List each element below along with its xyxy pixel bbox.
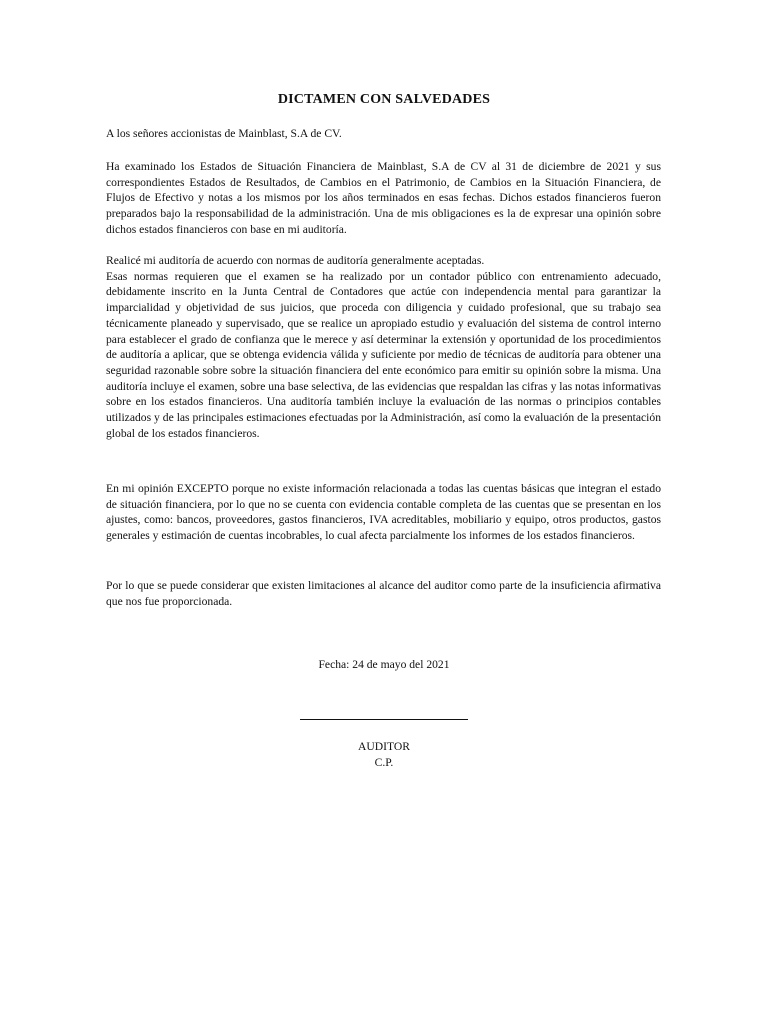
paragraph-standards-lead: Realicé mi auditoría de acuerdo con normas de auditoría generalmente aceptadas. [106, 254, 485, 267]
paragraph-standards-body: Esas normas requieren que el examen se ha realizado por un contador público con entrenamiento adecuado, debidamente inscrito en la Junta Central de Contadores que actúe con independencia mental para garantizar la imparcialidad y objetividad de sus juicios, que proceda con diligencia y cuidado profesional, que su trabajo sea técnicamente planeado y supervisado, que se realice un apropiado estudio y evaluación del sistema de control interno para establecer el grado de confianza que le merece y así determinar la extensión y oportunidad de los procedimientos de auditoría a aplicar, que se obtenga evidencia válida y suficiente por medio de técnicas de auditoría para obtener una seguridad razonable sobre sobre la situación financiera del ente económico para emitir su opinión sobre la misma. Una auditoría incluye el examen, sobre una base selectiva, de las evidencias que respaldan las cifras y las notas informativas sobre en los estados financieros. Una auditoría también incluye la evaluación de las normas o principios contables utilizados y de las principales estimaciones efectuadas por la Administración, así como la evaluación de la presentación global de los estados financieros. [106, 269, 662, 440]
salutation-text: A los señores accionistas de Mainblast, S.A de CV. [106, 127, 342, 140]
paragraph-limitations-text: Por lo que se puede considerar que existen limitaciones al alcance del auditor como parte de la insuficiencia afirmativa que nos fue proporcionada. [106, 579, 661, 608]
signer-role: AUDITOR [358, 740, 410, 753]
paragraph-scope [106, 159, 661, 238]
signer-title: C.P. [374, 755, 394, 769]
paragraph-limitations [106, 578, 661, 609]
document-date: Fecha: 24 de mayo del 2021 [318, 658, 450, 671]
signature-line [300, 719, 468, 720]
paragraph-opinion [106, 481, 661, 544]
paragraph-opinion-text: En mi opinión EXCEPTO porque no existe información relacionada a todas las cuentas básicas que integran el estado de situación financiera, por lo que no se cuenta con evidencia contable completa de las cuentas que se presentan en los ajustes, como: bancos, proveedores, gastos financieros, IVA acreditables, mobiliario y equipo, otros productos, gastos generales y estimación de cuentas incobrables, lo cual afecta parcialmente los informes de los estados financieros. [106, 482, 661, 543]
paragraph-standards [106, 253, 661, 441]
signature-block [0, 739, 768, 770]
salutation [106, 126, 661, 142]
paragraph-scope-text: Ha examinado los Estados de Situación Financiera de Mainblast, S.A de CV al 31 de diciembre de 2021 y sus correspondientes Estados de Resultados, de Cambios en el Patrimonio, de Cambios en la Situación Financiera, de Flujos de Efectivo y notas a los mismos por los años terminados en esas fechas. Dichos estados financieros fueron preparados bajo la responsabilidad de la administración. Una de mis obligaciones es la de expresar una opinión sobre dichos estados financieros con base en mi auditoría. [106, 160, 661, 236]
document-title: DICTAMEN CON SALVEDADES [277, 92, 491, 107]
